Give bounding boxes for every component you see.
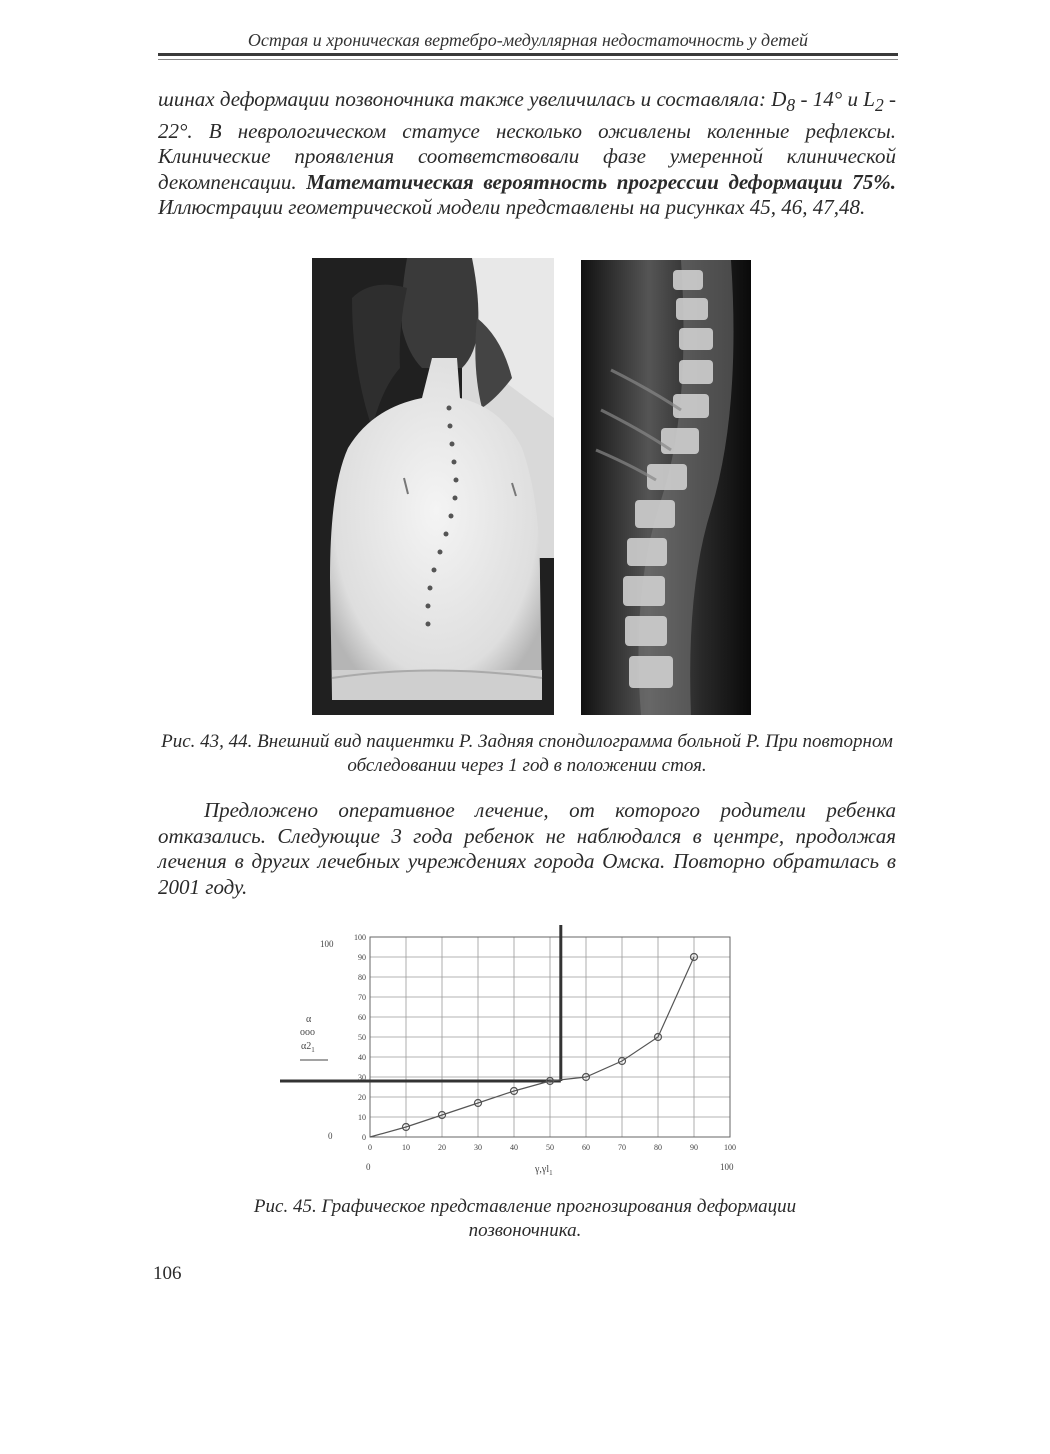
y-tick-7: 70 (358, 993, 366, 1002)
chart-ylabel-bottom-sub: 1 (311, 1046, 315, 1054)
chart-xlabel (534, 1164, 553, 1177)
patient-back-illustration (312, 258, 554, 715)
running-head: Острая и хроническая вертебро-медуллярная недостаточность у детей (247, 30, 809, 50)
chart-ylabel-mid: ooo (300, 1027, 315, 1038)
chart-xlabel-sub: 1 (549, 1169, 553, 1177)
y-tick-1: 10 (358, 1113, 366, 1122)
paragraph-1-a: шинах деформации позвоночника также увеличилась и составляла: D (158, 87, 787, 111)
paragraph-1 (158, 87, 896, 221)
y-tick-8: 80 (358, 973, 366, 982)
spine-xray (581, 260, 751, 715)
paragraph-1-bold: Математическая вероятность прогрессии деформации 75%. (306, 169, 896, 194)
series-line-0 (370, 957, 694, 1137)
paragraph-1-sub-2: 2 (874, 95, 884, 116)
x-tick-2: 20 (438, 1143, 446, 1152)
figure-45-caption: Рис. 45. Графическое представление прогнозирования деформации позвоночника. (253, 1196, 797, 1241)
figure-43-44-caption: Рис. 43, 44. Внешний вид пациентки Р. Задняя спондилограмма больной Р. При повторном обследовании через 1 год в положении стоя. (161, 731, 893, 776)
header-rule-thin (158, 59, 898, 60)
paragraph-1-d: Иллюстрации геометрической модели представлены на рисунках 45, 46, 47,48. (158, 195, 866, 220)
chart-outer-x-left: 0 (366, 1162, 371, 1172)
chart-ylabel-top: α (306, 1014, 312, 1025)
x-tick-9: 90 (690, 1143, 698, 1152)
paragraph-1-c: - 22°. В неврологическом статусе несколько оживлены коленные рефлексы. Клинические проявления соответствовали фазе умеренной клинической декомпенсации. (158, 87, 896, 194)
patient-back-photo (312, 258, 554, 715)
spine-xray-illustration (581, 260, 751, 715)
chart-outer-left-top: 100 (320, 939, 334, 949)
x-tick-7: 70 (618, 1143, 626, 1152)
header-rule (158, 53, 898, 56)
y-tick-9: 90 (358, 953, 366, 962)
page-number: 106 (153, 1263, 182, 1284)
chart-ylabel-bottom-main: α2 (301, 1041, 312, 1052)
y-tick-5: 50 (358, 1033, 366, 1042)
x-tick-8: 80 (654, 1143, 662, 1152)
y-tick-4: 40 (358, 1053, 366, 1062)
x-tick-4: 40 (510, 1143, 518, 1152)
y-tick-2: 20 (358, 1093, 366, 1102)
x-tick-5: 50 (546, 1143, 554, 1152)
x-tick-10: 100 (724, 1143, 736, 1152)
y-tick-0: 0 (362, 1133, 366, 1142)
chart-outer-left-bottom: 0 (328, 1131, 333, 1141)
y-tick-6: 60 (358, 1013, 366, 1022)
chart-ticks (354, 933, 736, 1152)
paragraph-2: Предложено оперативное лечение, от которого родители ребенка отказались. Следующие 3 года ребенок не наблюдался в центре, продолжая лечения в других лечебных учреждениях города Омска. Повторно обратилась в 2001 году. (158, 798, 896, 899)
paragraph-1-b: - 14° и L (795, 87, 875, 111)
x-tick-0: 0 (368, 1143, 372, 1152)
x-tick-3: 30 (474, 1143, 482, 1152)
chart-series (370, 954, 698, 1138)
y-tick-10: 100 (354, 933, 366, 942)
x-tick-1: 10 (402, 1143, 410, 1152)
prognosis-chart (280, 925, 760, 1185)
y-tick-3: 30 (358, 1073, 366, 1082)
chart-xlabel-main: γ,γl (535, 1164, 550, 1175)
chart-ylabel-bottom (301, 1041, 315, 1054)
chart-outer-x-right: 100 (720, 1162, 734, 1172)
x-tick-6: 60 (582, 1143, 590, 1152)
paragraph-1-sub-1: 8 (786, 95, 796, 116)
chart-grid (370, 937, 730, 1137)
